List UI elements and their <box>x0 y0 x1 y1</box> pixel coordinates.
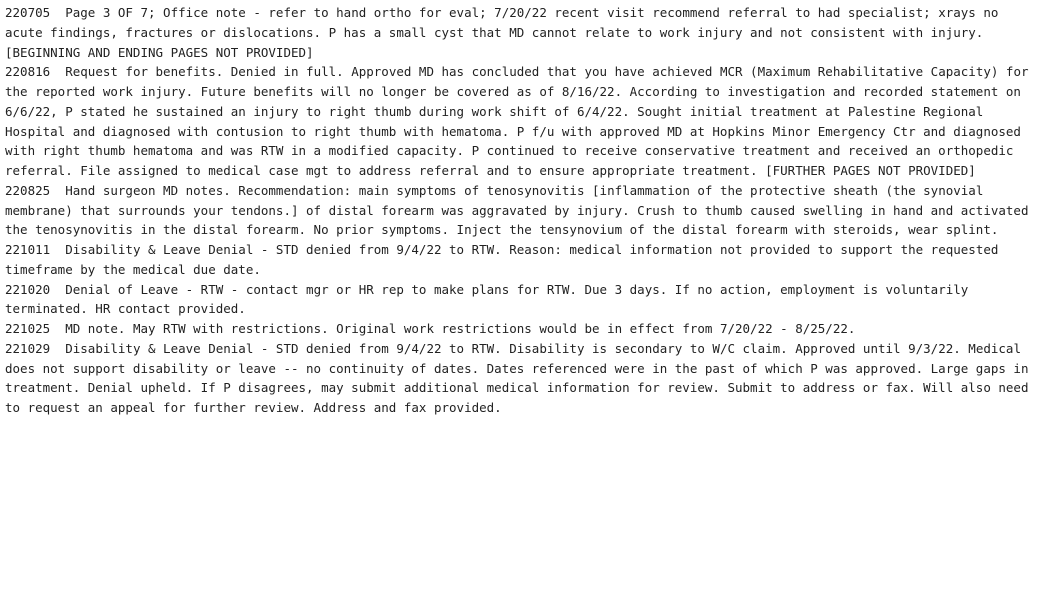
document-body <box>5 3 1035 418</box>
entry-date: 221011 <box>5 242 51 257</box>
entry-text: Denial of Leave - RTW - contact mgr or HR rep to make plans for RTW. Due 3 days. If no action, employment is voluntarily terminated. HR contact provided. <box>5 281 976 317</box>
entry-text: Disability & Leave Denial - STD denied from 9/4/22 to RTW. Reason: medical information not provided to support the requested timeframe by the medical due date. <box>5 242 1006 277</box>
entry-date: 220825 <box>5 182 51 198</box>
entry-date: 220816 <box>5 64 51 80</box>
entry-221011 <box>5 240 1035 280</box>
entry-text: MD note. May RTW with restrictions. Original work restrictions would be in effect from 7/20/22 - 8/25/22. <box>65 321 856 336</box>
entry-221025 <box>5 319 1035 339</box>
entry-date: 220705 <box>5 5 51 20</box>
entry-221029 <box>5 339 1035 418</box>
entry-220705 <box>5 3 1035 62</box>
entry-date: 221025 <box>5 321 51 336</box>
entry-221020 <box>5 280 1035 320</box>
entry-text: Hand surgeon MD notes. Recommendation: main symptoms of tenosynovitis [inflammation of the protective sheath (the synovial membrane) that surrounds your tendons.] of distal forearm was aggravated by injury. Crush to thumb caused swelling in hand and activated the tenosynovitis in the distal forearm. No prior symptoms. Inject the tensynovium of the distal forearm with steroids, wear splint. <box>5 182 1037 238</box>
entry-text: Request for benefits. Denied in full. Approved MD has concluded that you have achieved MCR (Maximum Rehabilitative Capacity) for the reported work injury. Future benefits will no longer be covered as of 8/16/22. According to investigation and recorded statement on 6/6/22, P stated he sustained an injury to right thumb during work shift of 6/4/22. Sought initial treatment at Palestine Regional Hospital and diagnosed with contusion to right thumb with hematoma. P f/u with approved MD at Hopkins Minor Emergency Ctr and diagnosed with right thumb hematoma and was RTW in a modified capacity. P continued to receive conservative treatment and received an orthopedic referral. File assigned to medical case mgt to address referral and to ensure appropriate treatment. [FURTHER PAGES NOT PROVIDED] <box>5 64 1037 178</box>
entry-text: Disability & Leave Denial - STD denied from 9/4/22 to RTW. Disability is secondary to W/C claim. Approved until 9/3/22. Medical does not support disability or leave -- no continuity of dates. Dates referenced were in the past of which P was approved. Large gaps in treatment. Denial upheld. If P disagrees, may submit additional medical information for review. Submit to address or fax. Will also need to request an appeal for further review. Address and fax provided. <box>5 340 1037 415</box>
entry-text: Page 3 OF 7; Office note - refer to hand ortho for eval; 7/20/22 recent visit recommend referral to had specialist; xrays no acute findings, fractures or dislocations. P has a small cyst that MD cannot relate to work injury and not consistent with injury. [BEGINNING AND ENDING PAGES NOT PROVIDED] <box>5 5 1006 60</box>
entry-220825 <box>5 181 1035 240</box>
entry-220816 <box>5 62 1035 181</box>
entry-date: 221020 <box>5 281 51 297</box>
entry-date: 221029 <box>5 340 51 356</box>
